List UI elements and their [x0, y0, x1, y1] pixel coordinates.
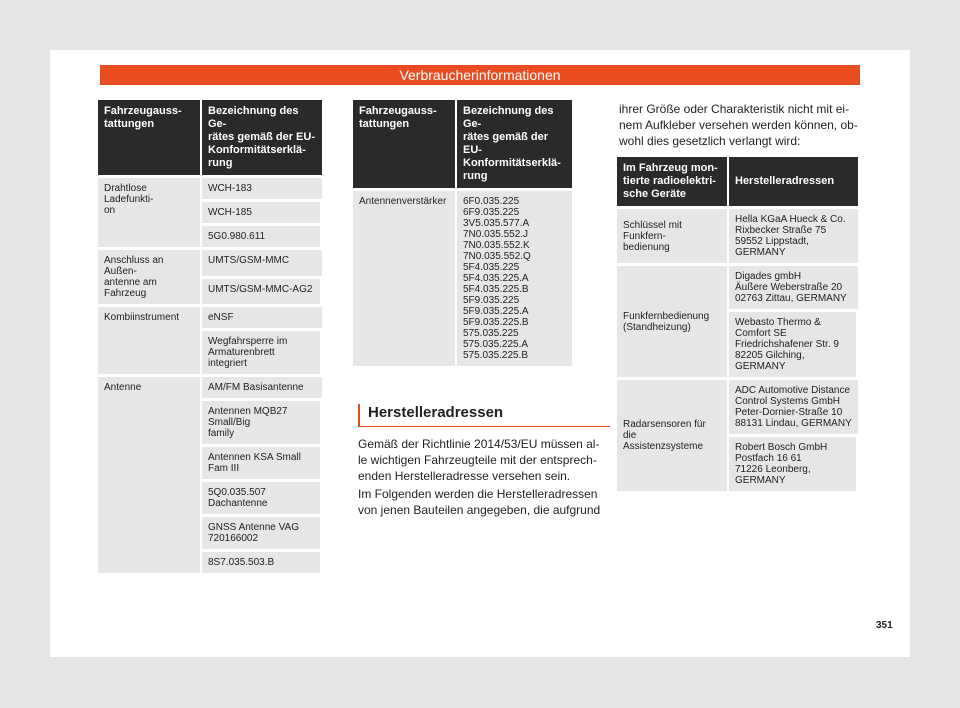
table3-header-addresses: Herstelleradressen: [729, 157, 858, 206]
table1-value: UMTS/GSM-MMC: [202, 250, 322, 276]
table1-header-designation: Bezeichnung des Ge- rätes gemäß der EU- Konformitätserklä- rung: [202, 100, 322, 175]
table3-address: Digades gmbH Äußere Weberstraße 20 02763 Zittau, GERMANY: [729, 266, 858, 309]
paragraph: Gemäß der Richtlinie 2014/53/EU müssen al- le wichtigen Fahrzeugteile mit der entsprech- enden Herstelleradresse versehen sein.: [358, 437, 600, 483]
table-row: [98, 250, 322, 276]
table1-value: AM/FM Basisantenne: [202, 377, 322, 398]
table-row: [98, 307, 322, 328]
table1-value: Antennen KSA Small Fam III: [202, 447, 322, 479]
table3-label: Schlüssel mit Funkfern- bedienung: [617, 209, 729, 263]
table1-value: UMTS/GSM-MMC-AG2: [202, 279, 322, 305]
table2-header-equipment: Fahrzeugauss- tattungen: [353, 100, 457, 188]
table3-address: Robert Bosch GmbH Postfach 16 61 71226 Leonberg, GERMANY: [729, 437, 858, 491]
table1-header-equipment: Fahrzeugauss- tattungen: [98, 100, 202, 175]
table1-value: WCH-185: [202, 202, 322, 223]
table3-address: Hella KGaA Hueck & Co. Rixbecker Straße 75 59552 Lippstadt, GERMANY: [729, 209, 858, 263]
table3-label: Funkfernbedienung (Standheizung): [617, 266, 729, 377]
table3-address: Webasto Thermo & Comfort SE Friedrichshafener Str. 9 82205 Gilching, GERMANY: [729, 312, 858, 377]
table-row: [98, 377, 322, 398]
paragraph: ihrer Größe oder Charakteristik nicht mit ei- nem Aufkleber versehen werden können, ob- wohl dies gesetzlich verlangt wird:: [619, 102, 858, 148]
table2-value: 6F0.035.225 6F9.035.225 3V5.035.577.A 7N0.035.552.J 7N0.035.552.K 7N0.035.552.Q 5F4.035.225 5F4.035.225.A 5F4.035.225.B 5F9.035.225 5F9.035.225.A 5F9.035.225.B 575.035.225 575.035.225.A 575.035.225.B: [457, 191, 572, 366]
table1-value: 5Q0.035.507 Dachantenne: [202, 482, 322, 514]
section-heading: Herstelleradressen: [358, 404, 610, 427]
paragraph: Im Folgenden werden die Herstelleradressen von jenen Bauteilen angegeben, die aufgrund: [358, 487, 601, 517]
table-row: [98, 178, 322, 199]
header-bar: Verbraucherinformationen: [100, 65, 860, 85]
table3-header-device: Im Fahrzeug mon- tierte radioelektri- sche Geräte: [617, 157, 729, 206]
manual-page: [50, 50, 910, 657]
table1-value: 5G0.980.611: [202, 226, 322, 247]
table-row: [617, 209, 858, 263]
table-row: [353, 191, 572, 366]
table1-value: eNSF: [202, 307, 322, 328]
table1-label: Drahtlose Ladefunkti- on: [98, 178, 202, 247]
table1-value: GNSS Antenne VAG 720166002: [202, 517, 322, 549]
table1-value: 8S7.035.503.B: [202, 552, 322, 573]
table-row: [617, 380, 858, 434]
table1-value: Wegfahrsperre im Armaturenbrett integriert: [202, 331, 322, 374]
table-row: [617, 266, 858, 309]
table1-value: Antennen MQB27 Small/Big family: [202, 401, 322, 444]
table2-header-designation: Bezeichnung des Ge- rätes gemäß der EU- Konformitätserklä- rung: [457, 100, 572, 188]
table1-label: Anschluss an Außen- antenne am Fahrzeug: [98, 250, 202, 304]
table1-value: WCH-183: [202, 178, 322, 199]
manufacturer-table: [617, 154, 858, 494]
table2-label: Antennenverstärker: [353, 191, 457, 366]
page-number: 351: [876, 620, 893, 631]
table3-address: ADC Automotive Distance Control Systems GmbH Peter-Dornier-Straße 10 88131 Lindau, GERMANY: [729, 380, 858, 434]
table1-label: Kombiinstrument: [98, 307, 202, 374]
table1-label: Antenne: [98, 377, 202, 573]
equipment-table-1: [98, 97, 322, 576]
table3-label: Radarsensoren für die Assistenzsysteme: [617, 380, 729, 491]
equipment-table-2: [353, 97, 572, 369]
